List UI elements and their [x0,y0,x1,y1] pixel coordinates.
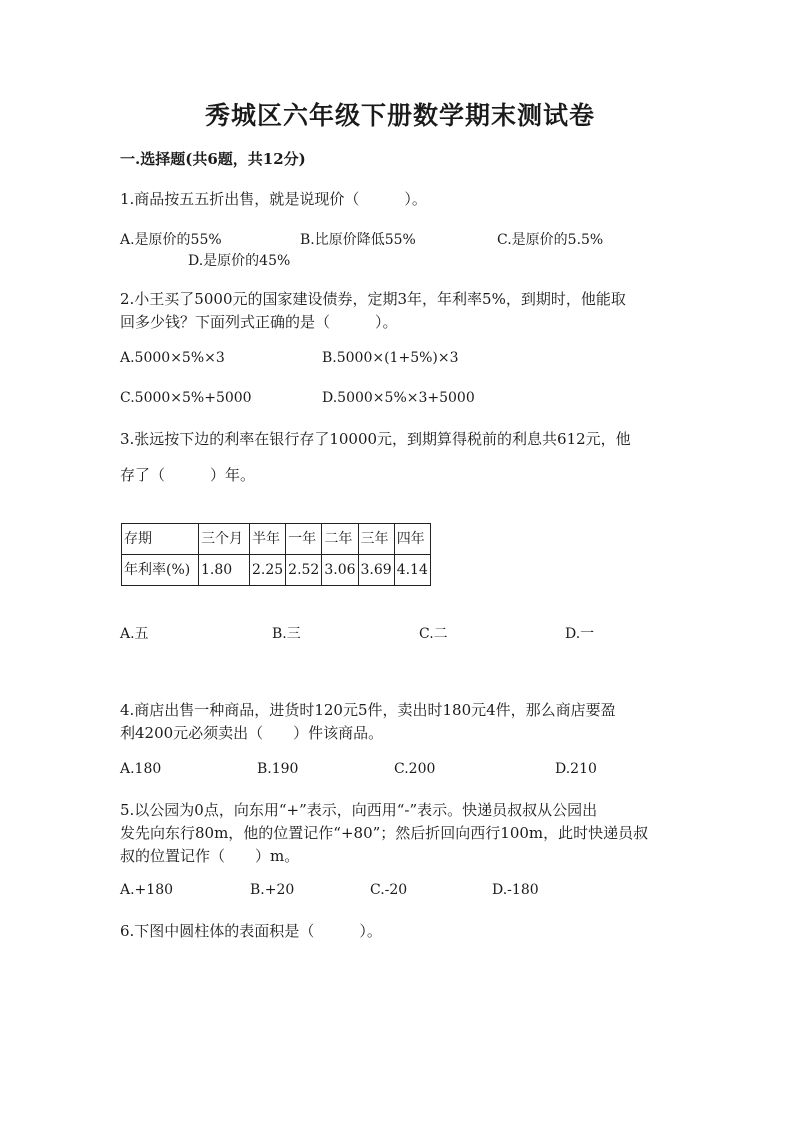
q5-option-d: D.-180 [492,882,539,898]
q3-option-a: A.五 [120,626,149,642]
table-cell: 3.69 [358,555,394,586]
q5-option-c: C.-20 [370,882,408,898]
question-6-text: 6.下图中圆柱体的表面积是（ ）。 [120,922,382,940]
q5-option-b: B.+20 [250,882,295,898]
question-2-line-1: 2.小王买了5000元的国家建设债券，定期3年，年利率5%，到期时，他能取 [120,290,626,308]
table-cell: 4.14 [394,555,430,586]
q1-option-b: B.比原价降低55% [300,232,416,248]
question-5-line-2: 发先向东行80m，他的位置记作“+80”；然后折回向西行100m，此时快递员叔 [120,824,649,842]
page-title: 秀城区六年级下册数学期末测试卷 [204,101,595,130]
q2-option-a: A.5000×5%×3 [120,350,225,366]
interest-rate-table [121,523,431,586]
table-cell: 半年 [250,524,286,555]
table-cell: 二年 [322,524,358,555]
table-cell: 2.52 [286,555,322,586]
section-heading: 一.选择题(共6题，共12分) [120,150,306,168]
table-cell: 三年 [358,524,394,555]
question-4-line-1: 4.商店出售一种商品，进货时120元5件，卖出时180元4件，那么商店要盈 [120,701,616,719]
question-3-line-2: 存了（ ）年。 [120,466,256,484]
table-row [122,555,431,586]
table-header-row [122,524,431,555]
question-3-line-1: 3.张远按下边的利率在银行存了10000元，到期算得税前的利息共612元，他 [120,430,631,448]
question-1-text: 1.商品按五五折出售，就是说现价（ ）。 [120,190,427,208]
table-cell: 四年 [394,524,430,555]
q3-option-c: C.二 [419,626,448,642]
q3-option-b: B.三 [272,626,301,642]
q2-option-d: D.5000×5%×3+5000 [322,390,475,406]
q4-option-c: C.200 [394,761,436,777]
q2-option-b: B.5000×(1+5%)×3 [322,350,459,366]
q4-option-a: A.180 [120,761,162,777]
question-5-line-3: 叔的位置记作（ ）m。 [120,847,300,865]
table-cell: 2.25 [250,555,286,586]
q2-option-c: C.5000×5%+5000 [120,390,252,406]
q4-option-b: B.190 [257,761,299,777]
q1-option-d: D.是原价的45% [188,253,291,269]
q5-option-a: A.+180 [120,882,174,898]
question-5-line-1: 5.以公园为0点，向东用“+”表示，向西用“-”表示。快递员叔叔从公园出 [120,801,598,819]
q1-option-a: A.是原价的55% [120,232,222,248]
q3-option-d: D.一 [565,626,595,642]
q1-option-c: C.是原价的5.5% [497,232,604,248]
question-2-line-2: 回多少钱？下面列式正确的是（ ）。 [120,313,398,331]
table-cell: 1.80 [199,555,250,586]
table-cell: 一年 [286,524,322,555]
table-cell: 存期 [122,524,199,555]
table-cell: 3.06 [322,555,358,586]
question-4-line-2: 利4200元必须卖出（ ）件该商品。 [120,724,384,742]
table-cell: 年利率(%) [122,555,199,586]
table-cell: 三个月 [199,524,250,555]
q4-option-d: D.210 [555,761,597,777]
